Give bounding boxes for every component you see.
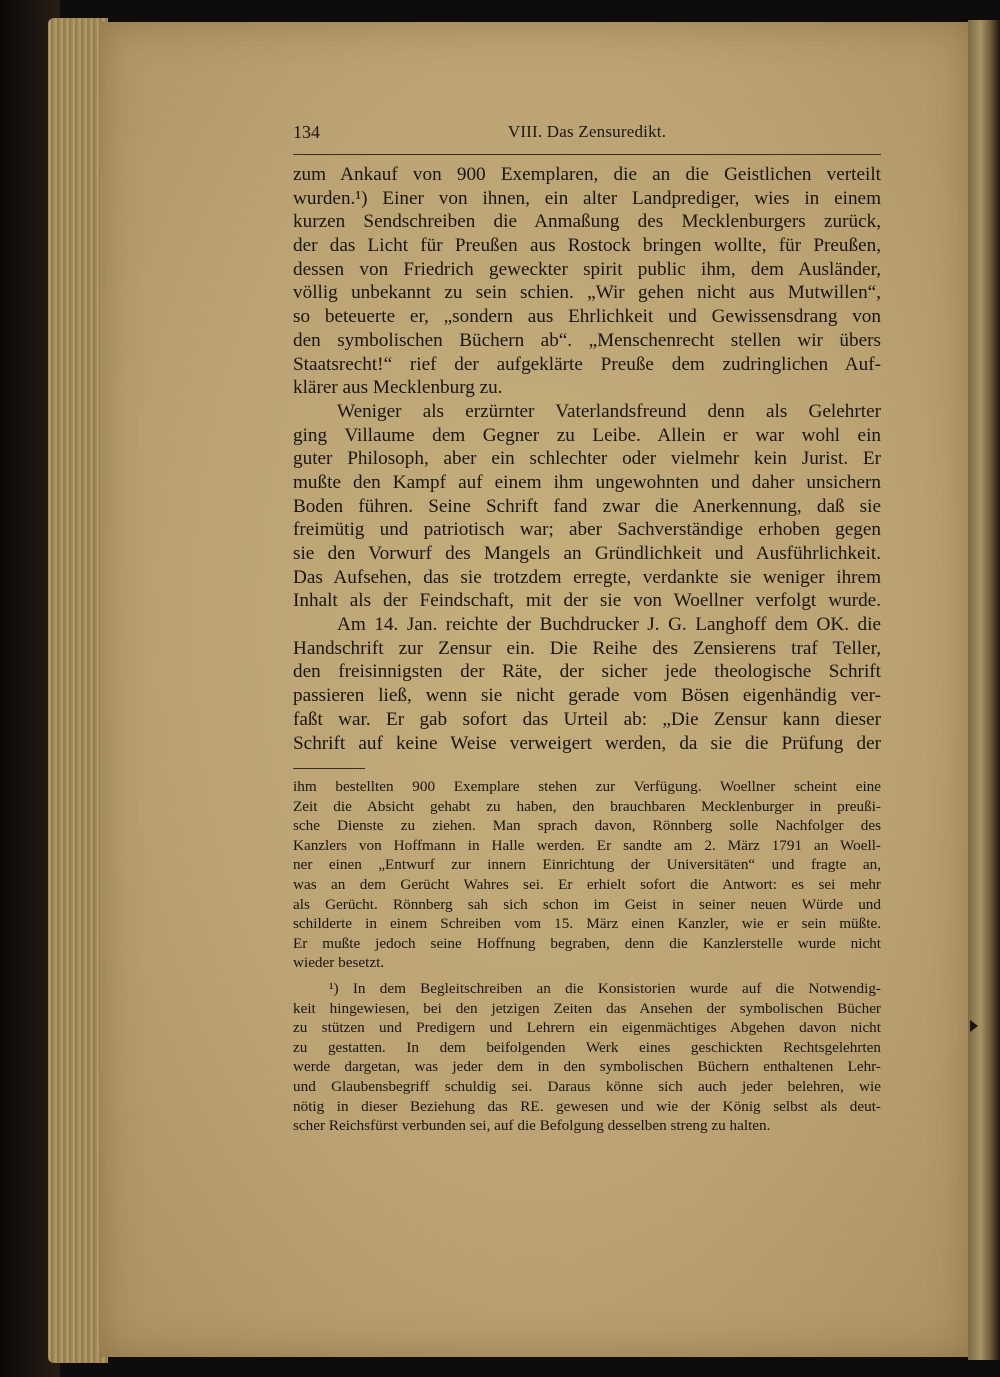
text-line: Am 14. Jan. reichte der Buchdrucker J. G. Langhoff dem OK. die <box>337 614 881 636</box>
header-rule <box>293 154 881 155</box>
footnote-line: zu gestatten. In dem beifolgenden Werk eines geschickten Rechtsgelehrten <box>293 1038 881 1056</box>
text-line: guter Philosoph, aber ein schlechter oder vielmehr kein Jurist. Er <box>293 448 881 470</box>
footnote-line: Er mußte jedoch seine Hoffnung begraben, denn die Kanzlerstelle wurde nicht <box>293 934 881 952</box>
footnote-line: Kanzlers von Hoffmann in Halle werden. Er sandte am 2. März 1791 an Woell- <box>293 836 881 854</box>
text-line: Boden führen. Seine Schrift fand zwar die Anerkennung, daß sie <box>293 495 881 517</box>
main-text <box>293 163 881 755</box>
text-line: Inhalt als der Feindschaft, mit der sie von Woellner verfolgt wurde. <box>293 590 881 612</box>
footnote-line: keit hingewiesen, bei den jetzigen Zeiten das Ansehen der symbolischen Bücher <box>293 999 881 1017</box>
text-line: passieren ließ, wenn sie nicht gerade vom Bösen eigenhändig ver- <box>293 685 881 707</box>
footnote-line: schilderte in einem Schreiben vom 15. März einen Kanzler, wie er sein müßte. <box>293 915 881 933</box>
text-line: ging Villaume dem Gegner zu Leibe. Allein er war wohl ein <box>293 424 881 446</box>
footnote-line: nötig in dieser Beziehung das RE. gewesen und wie der König selbst als deut- <box>293 1097 881 1115</box>
text-line: freimütig und patriotisch war; aber Sachverständige erhoben gegen <box>293 519 881 541</box>
footnote-line: ner einen „Entwurf zur innern Einrichtung der Universitäten“ und fragte an, <box>293 856 881 874</box>
footnotes <box>293 777 881 1136</box>
footnote-line: und Glaubensbegriff schuldig sei. Daraus könne sich auch jeder belehren, wie <box>293 1077 881 1095</box>
footnote-line: zu stützen und Predigern und Lehrern ein eigenmächtiges Abgehen davon nicht <box>293 1019 881 1037</box>
page-header <box>293 122 881 150</box>
text-line: zum Ankauf von 900 Exemplaren, die an die Geistlichen verteilt <box>293 164 881 185</box>
text-line: Weniger als erzürnter Vaterlandsfreund denn als Gelehrter <box>337 400 881 422</box>
text-line: den symbolischen Büchern ab“. „Menschenrecht stellen wir übers <box>293 329 881 351</box>
text-line: den freisinnigsten der Räte, der sicher jede theologische Schrift <box>293 661 881 683</box>
text-line: faßt war. Er gab sofort das Urteil ab: „Die Zensur kann dieser <box>293 708 881 730</box>
footnote-line: als Gerücht. Rönnberg sah sich schon im Geist in seiner neuen Würde und <box>293 895 881 913</box>
footnote-line: sche Dienste zu ziehen. Man sprach davon, Rönnberg solle Nachfolger des <box>293 817 881 835</box>
footnote-line: scher Reichsfürst verbunden sei, auf die Befolgung desselben streng zu halten. <box>293 1117 771 1135</box>
text-line: sie den Vorwurf des Mangels an Gründlichkeit und Ausführlichkeit. <box>293 543 881 564</box>
text-line: dessen von Friedrich geweckter spirit public ihm, dem Ausländer, <box>293 258 881 280</box>
footnote-line: was an dem Gerücht Wahres sei. Er erhielt sofort die Antwort: es sei mehr <box>293 875 881 893</box>
footnote-line: wieder besetzt. <box>293 954 385 972</box>
text-line: mußte den Kampf auf einem ihm ungewohnten und daher unsichern <box>293 471 881 493</box>
text-line: Handschrift zur Zensur ein. Die Reihe des Zensierens traf Teller, <box>293 637 881 659</box>
page-edges <box>48 18 108 1363</box>
facing-page-edge <box>968 20 1000 1360</box>
text-line: wurden.¹) Einer von ihnen, ein alter Landprediger, wies in einem <box>293 187 881 209</box>
footnote-rule <box>293 768 365 769</box>
footnote-line: werde dargetan, was jeder dem in den symbolischen Büchern enthaltenen Lehr- <box>293 1058 881 1076</box>
text-line: der das Licht für Preußen aus Rostock bringen wollte, für Preußen, <box>293 235 881 257</box>
page-number: 134 <box>293 122 320 142</box>
text-line: Schrift auf keine Weise verweigert werden, da sie die Prüfung der <box>293 732 881 754</box>
footnote-line: Zeit die Absicht gehabt zu haben, den brauchbaren Mecklenburger in preußi- <box>293 797 881 815</box>
footnote-line: ¹) In dem Begleitschreiben an die Konsistorien wurde auf die Notwendig- <box>329 979 881 997</box>
text-line: kurzen Sendschreiben die Anmaßung des Mecklenburgers zurück, <box>293 211 881 233</box>
text-line: so beteuerte er, „sondern aus Ehrlichkeit und Gewissensdrang von <box>293 306 881 328</box>
footnote-line: ihm bestellten 900 Exemplare stehen zur Verfügung. Woellner scheint eine <box>293 778 881 795</box>
edge-mark-icon <box>970 1020 978 1032</box>
running-title: VIII. Das Zensuredikt. <box>507 122 667 141</box>
text-line: Staatsrecht!“ rief der aufgeklärte Preuße dem zudringlichen Auf- <box>293 353 881 375</box>
text-line: klärer aus Mecklenburg zu. <box>293 377 503 399</box>
text-line: völlig unbekannt zu sein schien. „Wir gehen nicht aus Mutwillen“, <box>293 282 881 304</box>
text-line: Das Aufsehen, das sie trotzdem erregte, verdankte sie weniger ihrem <box>293 566 881 588</box>
